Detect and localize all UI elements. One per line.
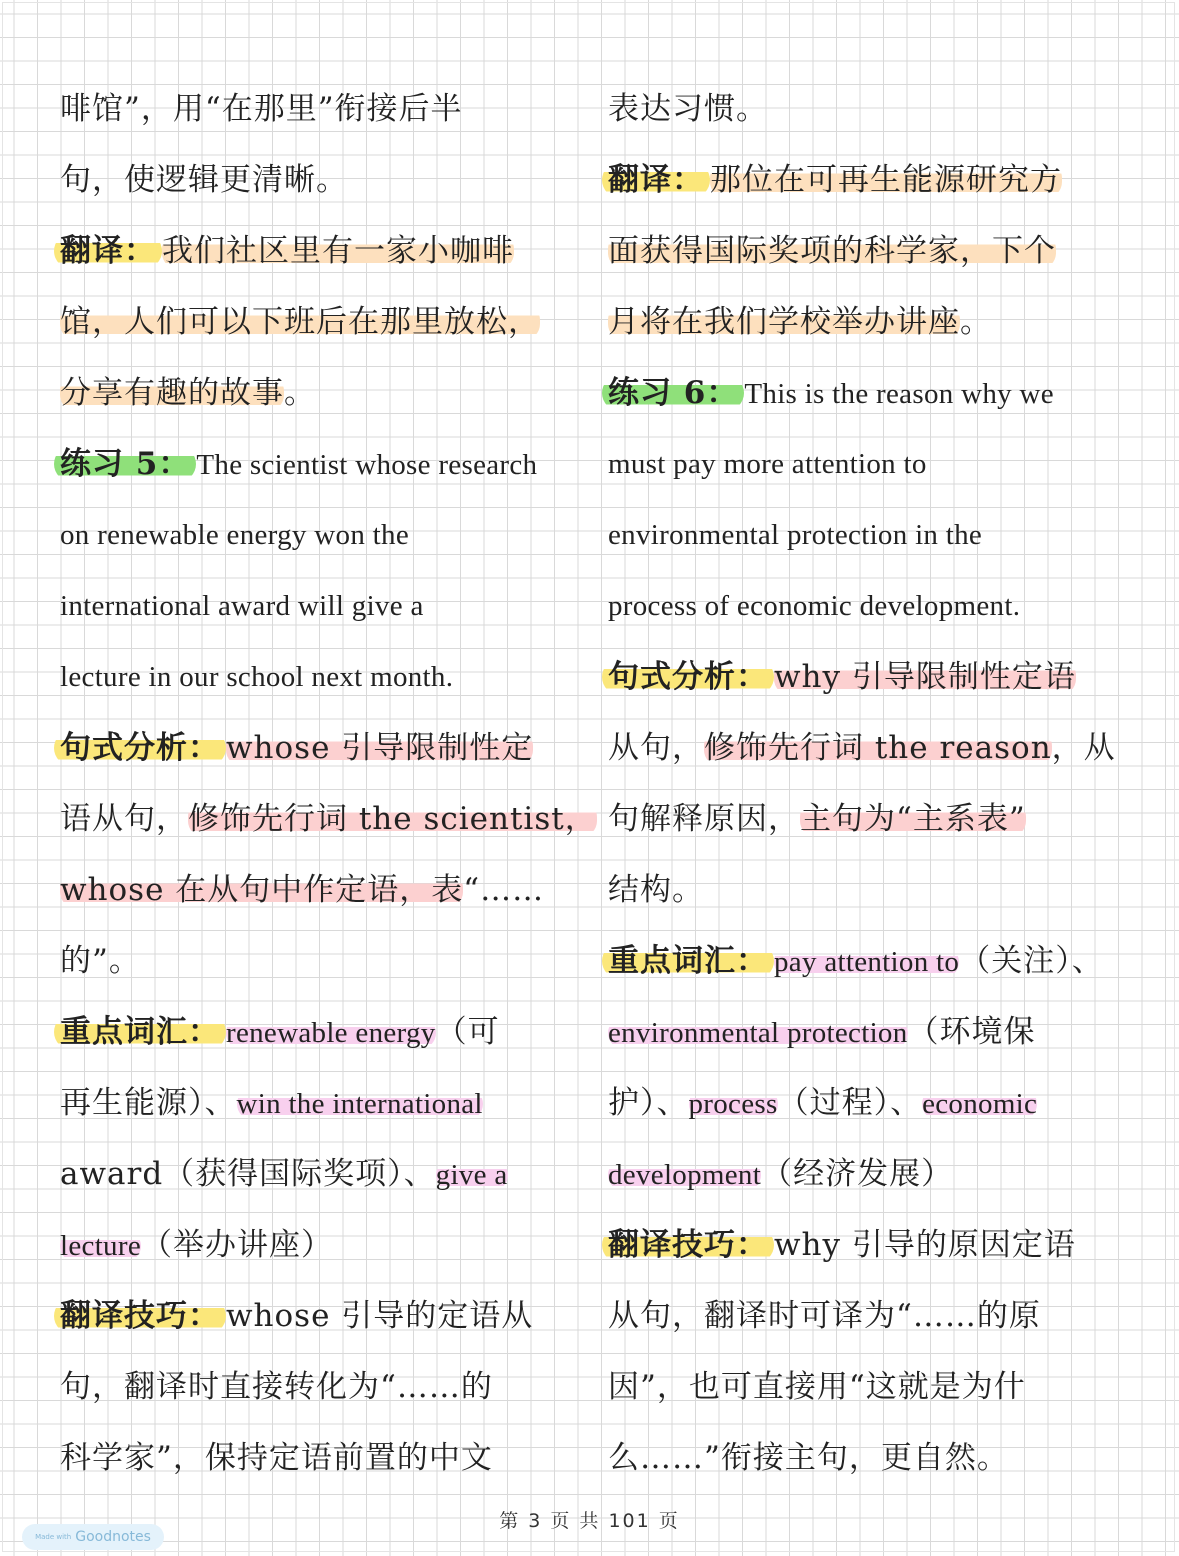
text-line: 啡馆”，用“在那里”衔接后半 <box>60 91 463 127</box>
translation-highlight: 馆，人们可以下班后在那里放松， <box>60 304 540 340</box>
translation-line: 分享有趣的故事。 <box>60 375 316 411</box>
tips-line: 翻译技巧： why 引导的原因定语 <box>608 1210 1122 1281</box>
vocab-line: development（经济发展） <box>608 1156 954 1192</box>
tips-line: 句，翻译时直接转化为“……的 <box>60 1369 493 1405</box>
tips-label: 翻译技巧： <box>54 1298 226 1334</box>
exercise-line <box>60 429 572 500</box>
exercise-sentence: environmental protection in the <box>608 519 983 551</box>
vocab-term: give a <box>435 1159 508 1191</box>
vocab-term: process <box>688 1088 778 1120</box>
exercise-sentence: This is the reason why we <box>744 378 1054 410</box>
analysis-line: 的”。 <box>60 943 141 979</box>
exercise-label: 练习 6： <box>602 375 744 411</box>
tips-line: 科学家”，保持定语前置的中文 <box>60 1440 493 1476</box>
vocab-term: win the international <box>236 1088 483 1120</box>
analysis-highlight: whose 引导限制性定 <box>226 730 534 766</box>
vocab-term: economic <box>922 1088 1038 1120</box>
vocab-line: award（获得国际奖项）、give a <box>60 1156 508 1192</box>
vocab-line: 重点词汇： renewable energy（可 <box>60 997 572 1068</box>
vocab-label: 重点词汇： <box>602 943 774 979</box>
tips-line: 从句，翻译时可译为“……的原 <box>608 1298 1041 1334</box>
left-column <box>60 74 597 1494</box>
page-indicator: 第 3 页 共 101 页 <box>499 1510 680 1532</box>
vocab-line: 护）、process（过程）、economic <box>608 1085 1038 1121</box>
analysis-line: 从句，修饰先行词 the reason，从 <box>608 730 1116 766</box>
translation-line <box>608 145 1122 216</box>
vocab-term: lecture <box>60 1230 141 1262</box>
vocab-term: development <box>608 1159 762 1191</box>
translation-line <box>608 216 1122 287</box>
vocab-line: 重点词汇： pay attention to（关注）、 <box>608 926 1122 997</box>
translation-line <box>60 216 572 287</box>
exercise-label: 练习 5： <box>54 446 196 482</box>
vocab-term: pay attention to <box>774 946 960 978</box>
analysis-highlight: 修饰先行词 the reason <box>704 730 1052 766</box>
vocab-line: environmental protection（环境保 <box>608 1014 1036 1050</box>
translation-label: 翻译： <box>54 233 162 269</box>
translation-highlight: 面获得国际奖项的科学家，下个 <box>608 233 1056 269</box>
exercise-sentence: international award will give a <box>60 590 424 622</box>
exercise-sentence: on renewable energy won the <box>60 519 409 551</box>
exercise-sentence: must pay more attention to <box>608 448 927 480</box>
translation-label: 翻译： <box>602 162 710 198</box>
tips-line: 翻译技巧： whose 引导的定语从 <box>60 1281 572 1352</box>
vocab-line: lecture（举办讲座） <box>60 1227 333 1263</box>
badge-caption: Made with <box>35 1533 72 1541</box>
translation-highlight: 分享有趣的故事 <box>60 375 284 411</box>
vocab-term: renewable energy <box>226 1017 436 1049</box>
exercise-sentence: process of economic development. <box>608 590 1021 622</box>
analysis-line: 语从句，修饰先行词 the scientist， <box>60 801 597 837</box>
translation-highlight: 我们社区里有一家小咖啡 <box>162 233 514 269</box>
right-column <box>608 74 1122 1494</box>
analysis-highlight: whose 在从句中作定语，表 <box>60 872 464 908</box>
translation-line <box>60 287 572 358</box>
analysis-highlight: 主句为“主系表” <box>800 801 1026 837</box>
analysis-line: 句解释原因，主句为“主系表” <box>608 801 1026 837</box>
vocab-line: 再生能源）、win the international <box>60 1085 483 1121</box>
analysis-highlight: why 引导限制性定语 <box>774 659 1076 695</box>
analysis-highlight: 修饰先行词 the scientist， <box>188 801 597 837</box>
vocab-term: environmental protection <box>608 1017 908 1049</box>
text-line: 句，使逻辑更清晰。 <box>60 162 348 198</box>
goodnotes-badge <box>22 1524 164 1550</box>
translation-highlight: 那位在可再生能源研究方 <box>710 162 1062 198</box>
analysis-line <box>60 713 572 784</box>
exercise-sentence: lecture in our school next month. <box>60 661 454 693</box>
translation-highlight: 月将在我们学校举办讲座 <box>608 304 960 340</box>
exercise-line <box>608 358 1122 429</box>
tips-line: 因”，也可直接用“这就是为什 <box>608 1369 1026 1405</box>
vocab-label: 重点词汇： <box>54 1014 226 1050</box>
analysis-line: whose 在从句中作定语，表“…… <box>60 872 545 908</box>
translation-line: 月将在我们学校举办讲座。 <box>608 304 992 340</box>
analysis-line: 结构。 <box>608 872 704 908</box>
analysis-label: 句式分析： <box>602 659 774 695</box>
tips-line: 么……”衔接主句，更自然。 <box>608 1440 1009 1476</box>
text-line: 表达习惯。 <box>608 91 768 127</box>
tips-label: 翻译技巧： <box>602 1227 774 1263</box>
goodnotes-logo: Goodnotes <box>75 1529 151 1545</box>
analysis-line <box>608 642 1122 713</box>
analysis-label: 句式分析： <box>54 730 226 766</box>
exercise-sentence: The scientist whose research <box>196 449 538 481</box>
